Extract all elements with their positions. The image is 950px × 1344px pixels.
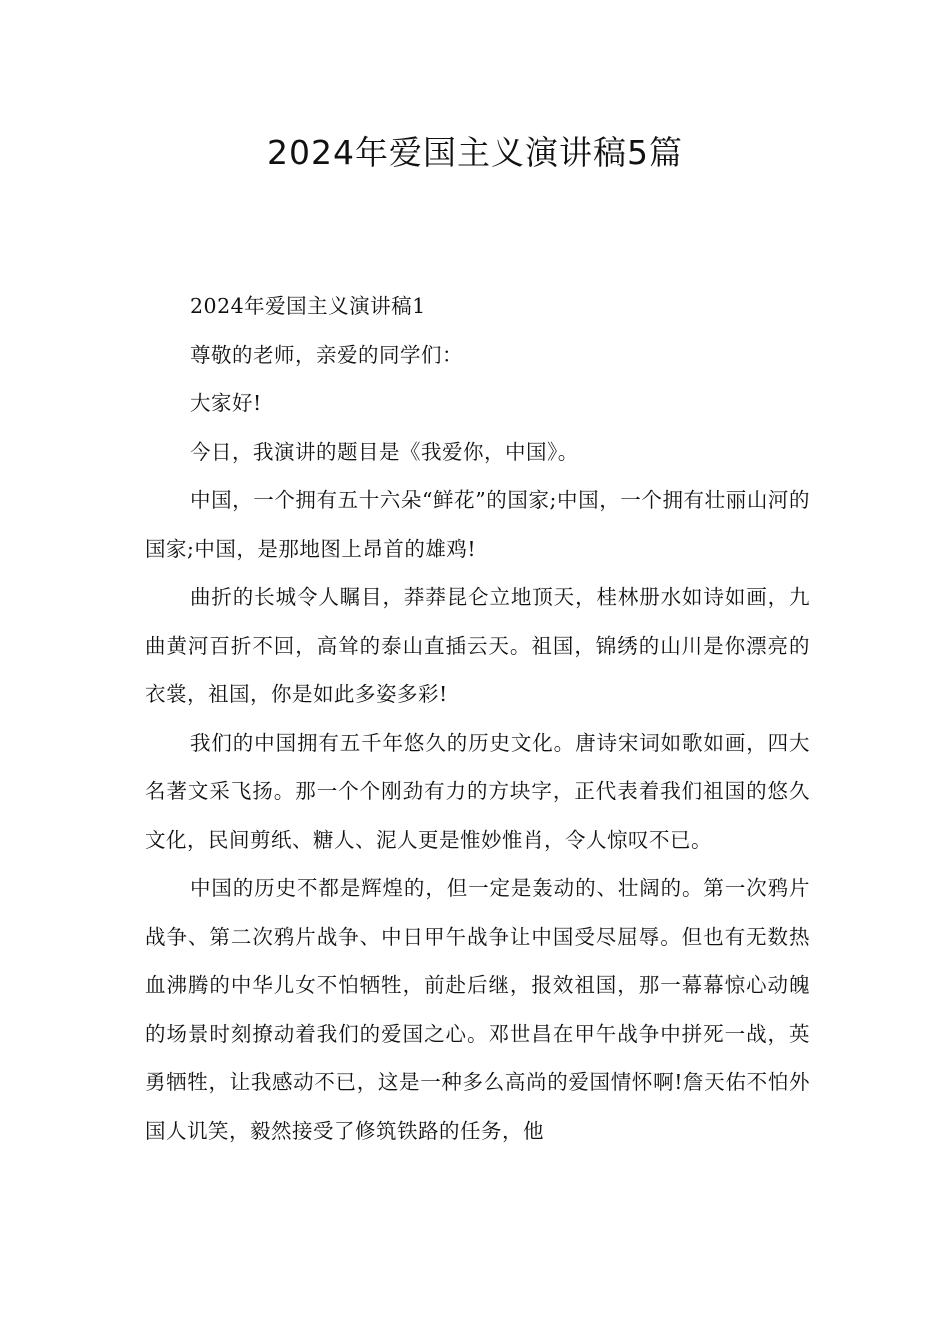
paragraph-salutation: 尊敬的老师，亲爱的同学们： [190,342,463,367]
document-title: 2024年爱国主义演讲稿5篇 [267,133,683,172]
document-body [145,282,810,1155]
paragraph-greeting: 大家好! [190,391,262,415]
paragraph-topic: 今日，我演讲的题目是《我爱你，中国》。 [190,439,579,464]
paragraph-body: 中国的历史不都是辉煌的，但一定是轰动的、壮阔的。第一次鸦片战争、第二次鸦片战争、中日甲午战争让中国受尽屈辱。但也有无数热血沸腾的中华儿女不怕牺牲，前赴后继，报效祖国，那一幕幕惊心动魄的场景时刻撩动着我们的爱国之心。邓世昌在甲午战争中拼死一战，英勇牺牲，让我感动不已，这是一种多么高尚的爱国情怀啊!詹天佑不怕外国人讥笑，毅然接受了修筑铁路的任务，他 [145,876,810,1143]
paragraph-body: 中国，一个拥有五十六朵“鲜花”的国家;中国，一个拥有壮丽山河的国家;中国，是那地图上昂首的雄鸡! [145,488,810,561]
paragraph-heading: 2024年爱国主义演讲稿1 [190,294,426,318]
paragraph-body: 我们的中国拥有五千年悠久的历史文化。唐诗宋词如歌如画，四大名著文采飞扬。那一个个刚劲有力的方块字，正代表着我们祖国的悠久文化，民间剪纸、糖人、泥人更是惟妙惟肖，令人惊叹不已。 [145,730,810,852]
paragraph-body: 曲折的长城令人瞩目，莽莽昆仑立地顶天，桂林册水如诗如画，九曲黄河百折不回，高耸的泰山直插云天。祖国，锦绣的山川是你漂亮的衣裳，祖国，你是如此多姿多彩! [145,585,810,706]
